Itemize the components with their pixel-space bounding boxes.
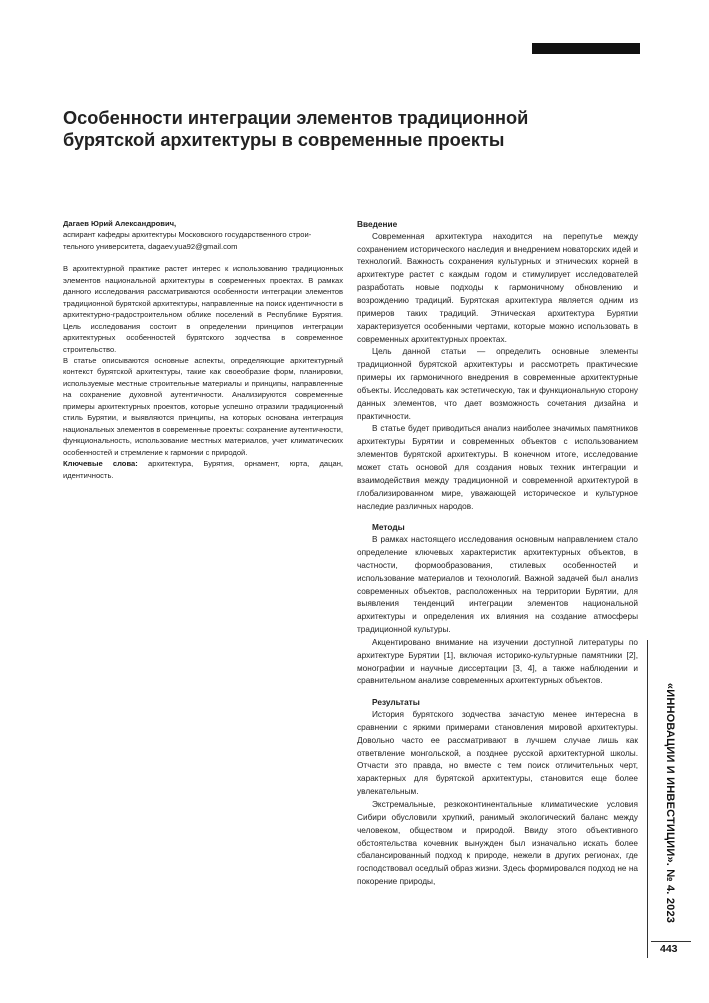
left-column [63, 218, 343, 481]
section-heading-methods: Методы [372, 522, 405, 533]
keywords-text: архитектура, Бурятия, орнамент, юрта, дацан, идентичность. [63, 459, 344, 480]
journal-running-title-text: «ИННОВАЦИИ И ИНВЕСТИЦИИ». № 4. 2023 [664, 682, 676, 924]
affiliation-line-2: тельного университета, dagaev.yua92@gmail.com [63, 241, 238, 251]
title-line-2: бурятской архитектуры в современные проекты [63, 130, 505, 150]
page-number: 443 [660, 943, 678, 955]
section-heading-intro: Введение [357, 219, 398, 229]
margin-rule-vertical [647, 640, 648, 958]
right-column [357, 218, 638, 889]
article-title [63, 107, 533, 151]
abstract [63, 263, 343, 481]
section-heading-results: Результаты [372, 697, 420, 708]
keywords-label: Ключевые слова: [63, 459, 138, 469]
abstract-paragraph-1: В архитектурной практике растет интерес к использованию традиционных элементов национальной архитектуры в современных проектах. В рамках данного исследования рассматриваются особенности интеграции элементов традиционной бурятской архитектуры, направленные на поиск идентичности в архитектурно-градостроительном облике поселений в Республике Бурятия. Цель исследования состоит в определении принципов интеграции архитектурных особенностей бурятского зодчества в современное строительство. [63, 264, 343, 354]
abstract-paragraph-2: В статье описываются основные аспекты, определяющие архитектурный контекст бурятской архитектуры, такие как своеобразие форм, планировки, используемые местные строительные материалы и принципы, направленные на сохранение духовной аутентичности. Анализируются современные примеры архитектурных проектов, которые успешно отразили традиционный стиль Бурятии, и выявляются принципы, на которых основана интеграция национальных элементов в современные проекты: сохранение аутентичности, функциональность, использование местных материалов, учет климатических особенностей и стремление к гармонии с природой. [63, 355, 343, 457]
results-paragraph-1: История бурятского зодчества зачастую менее интересна в сравнении с яркими примерами становления мировой архитектуры. Довольно часто ее рассматривают в лучшем случае лишь как ответвление монгольской, а позднее русской архитектурной школы. Отчасти это правда, но вместе с тем поиск отличительных черт, характерных для бурятской архитектуры, становится еще более увлекательным. [357, 710, 638, 797]
page-number-rule [651, 941, 691, 942]
affiliation-line-1: аспирант кафедры архитектуры Московского государственного строи- [63, 230, 312, 240]
methods-paragraph-1: В рамках настоящего исследования основным направлением стало определение ключевых характеристик архитектурных объектов, в частности, формообразования, стилевых особенностей и использование материалов и технологий. Важной задачей был анализ современных объектов, расположенных на территории Бурятии, для выявления тенденций интеграции элементов национальной архитектуры и определения их влияния на создание атмосферы традиционной культуры. [357, 535, 638, 635]
title-line-1: Особенности интеграции элементов традиционной [63, 108, 529, 128]
methods-paragraph-2: Акцентировано внимание на изучении доступной литературы по архитектуре Бурятии [1], включая историко-культурные памятники [2], монографии и научные диссертации [3, 4], а также наблюдении и сравнительном анализе современных архитектурных объектов. [357, 637, 638, 686]
header-decorative-bar [532, 43, 640, 54]
intro-paragraph-1: Современная архитектура находится на перепутье между сохранением исторического наследия и внедрением новаторских идей и технологий. Важность сохранения культурных и этнических корней в архитектуре растет с каждым годом и стимулирует исследователей разработать новые подходы к гармоничному обновлению и возрождению традиций. Бурятская архитектура является одним из примеров таких традиций. Этническая архитектура Бурятии характеризуется особенными чертами, которые можно использовать в современных архитектурных проектах. [357, 231, 638, 344]
keywords [63, 458, 343, 481]
intro-paragraph-2: Цель данной статьи — определить основные элементы традиционной бурятской архитектуры и рассмотреть практические примеры их гармоничного внедрения в современные архитектурные объекты. Исследовать как эстетическую, так и функциональную сторону данных элементов, что дает возможность сочетания дизайна и практичности. [357, 347, 638, 421]
journal-running-title [656, 648, 684, 958]
author-name: Дагаев Юрий Александрович, [63, 219, 177, 228]
author-affiliation [63, 229, 343, 252]
results-paragraph-2: Экстремальные, резкоконтинентальные климатические условия Сибири обусловили хрупкий, ранимый экологический баланс между человеком, обществом и природой. Ввиду этого объективного обстоятельства кочевник вынужден был изначально искать более сбалансированный подход к природе, нежели в других регионах, где господствовал оседлый образ жизни. Здесь формировался подход не на покорение природы, [357, 799, 638, 887]
intro-paragraph-3: В статье будет приводиться анализ наиболее значимых памятников архитектуры Бурятии и современных объектов с использованием элементов бурятской архитектуры. В конечном итоге, исследование может стать основой для создания новых техник интеграции и взаимодействия между традиционной и современной архитектурой в глобализированном мире, уважающей историческое и культурное наследие различных народов. [357, 424, 638, 511]
